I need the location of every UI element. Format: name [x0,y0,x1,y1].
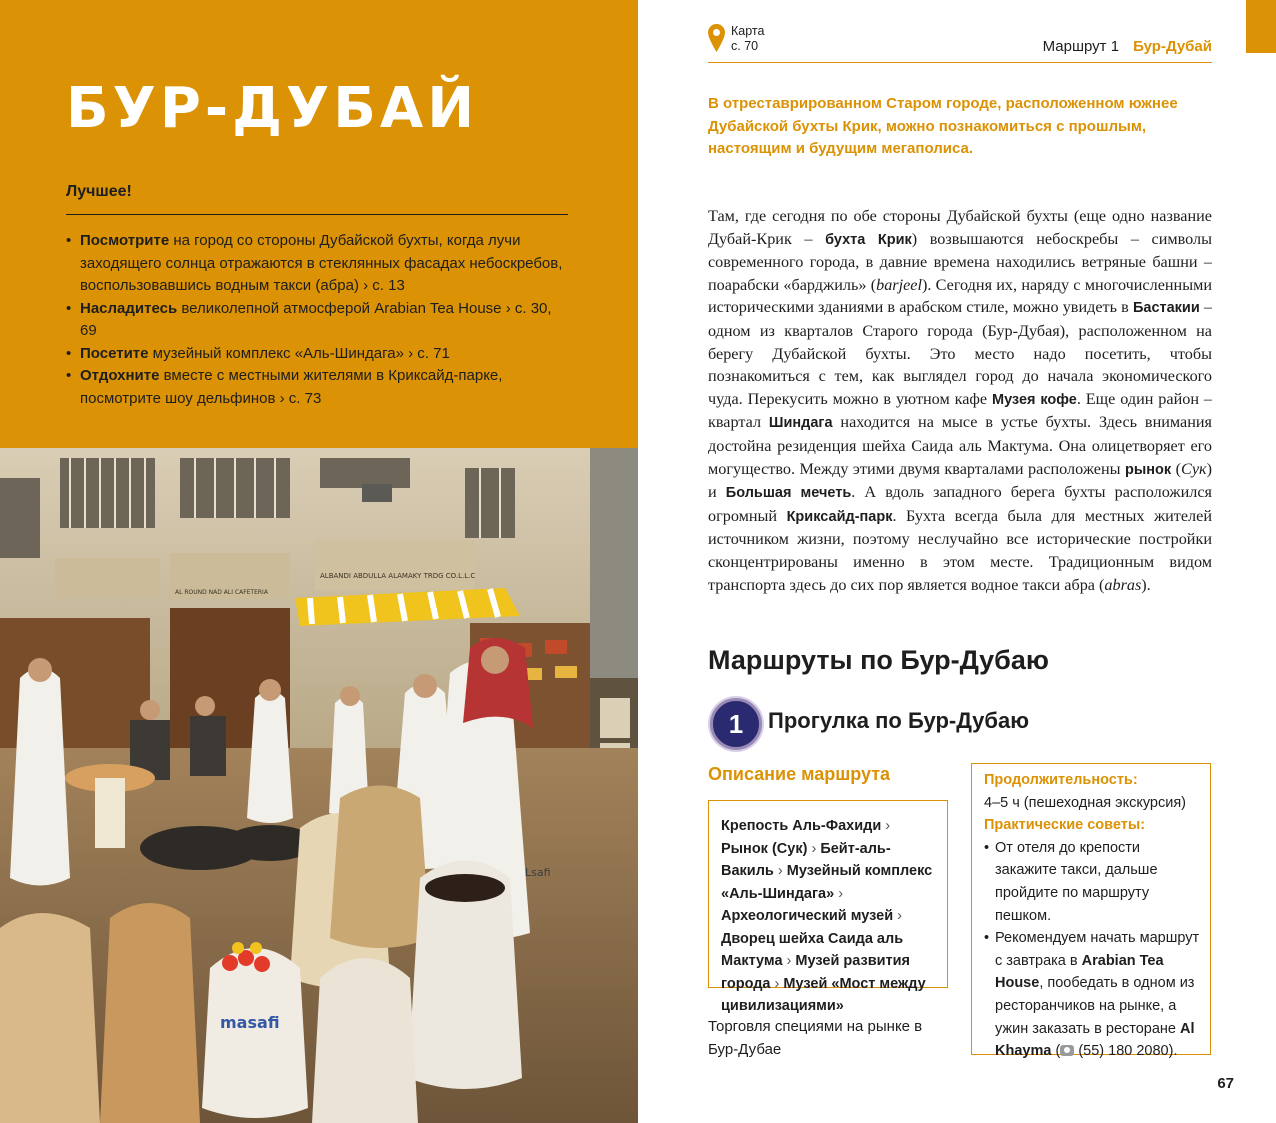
venue-name: Arabian Tea House [995,952,1164,992]
tip-item: • От отеля до крепости закажите такси, дальше пройдите по маршруту пешком. [984,837,1200,927]
route-description-heading: Описание маршрута [708,764,891,784]
tip-item: • Рекомендуем начать маршрут с завтрака в Arabian Tea House, пообедать в одном из ресторанчиков на рынке, а ужин заказать в ресторане Al Khayma ( (55) 180 2080). [984,927,1200,1063]
chapter-tab [1246,0,1276,53]
best-item [66,230,566,298]
keyword: Криксайд-парк [786,508,893,525]
route-separator: › [897,908,902,924]
photo-caption: Торговля специями на рынке в Бур-Дубае [708,1018,923,1058]
bag-label: masafi [220,1013,280,1032]
route-info-box [971,763,1211,1060]
body-paragraph: Там, где сегодня по обе стороны Дубайской бухты (еще одно название Дубай-Крик – бухта Крик) возвышаются небоскребы – символы современного города, в давние времена находились ветряные башни – поарабски «барджиль» (barjeel). Сегодня их, наряду с многочисленными историческими зданиями в арабском стиле, можно увидеть в Бастакии – одном из кварталов Старого города (Бур-Дубая), расположенном на берегу Дубайской бухты. Это место надо посетить, чтобы познакомиться с тем, как выглядел город до начала экономического чуда. Перекусить можно в уютном кафе Музея кофе. Еще один район – квартал Шиндага находится на мысе в устье бухты. Здесь внимания достойна резиденция шейха Саида аль Мактума. Она олицетворяет его могущество. Между этими двумя кварталами расположены рынок (Сук) и Большая мечеть. А вдоль западного берега бухты расположился огромный Криксайд-парк. Бухта всегда была для местных жителей источником жизни, поэтому неслучайно все исторические постройки сконцентрированы именно в этом месте. Традиционным видом транспорта здесь до сих пор является водное такси абра (abras). [708,207,1213,594]
route-separator: › [777,863,783,879]
route-separator: › [786,953,792,969]
best-item [66,365,566,410]
best-item-text: великолепной атмосферой Arabian Tea House › с. 30, 69 [80,299,552,339]
map-pin-icon [708,24,725,57]
best-item [66,343,566,366]
best-item-verb: Посмотрите [80,232,170,249]
best-item-text: вместе с местными жителями в Криксайд-парке, посмотрите шоу дельфинов › с. 73 [80,367,503,407]
route-stop: Дворец шейха Саида аль Мактума [721,930,904,969]
best-heading: Лучшее! [66,183,132,200]
route-separator: › [774,975,780,992]
running-head-route: Маршрут 1 [1042,38,1120,55]
route-separator: › [885,818,891,834]
phone-icon [1060,1045,1074,1056]
header-divider [708,62,1212,63]
phone-number: (55) 180 2080 [1078,1043,1169,1060]
best-list [66,230,566,410]
page-number: 67 [1217,1075,1234,1092]
keyword: Музея кофе [991,391,1077,408]
tips-label: Практические советы: [984,817,1146,834]
route-stops-box [708,800,948,1014]
chapter-header-panel [0,0,638,448]
best-item-verb: Насладитесь [80,299,178,317]
best-item-text: музейный комплекс «Аль-Шиндага» › с. 71 [148,344,450,362]
route-stop: Бейт-аль-Вакиль [721,840,891,879]
route-stop: Музейный комплекс «Аль-Шиндага» [721,863,933,902]
keyword: Большая мечеть [725,485,852,502]
market-photo [0,448,638,1123]
routes-heading: Маршруты по Бур-Дубаю [708,645,1049,675]
map-ref-page: с. 70 [731,39,759,53]
map-reference[interactable] [731,24,764,54]
keyword: бухта Крик [825,231,912,248]
tips-list [984,837,1200,1063]
lead-paragraph: В отреставрированном Старом городе, расположенном южнее Дубайской бухты Крик, можно познакомиться с прошлым, настоящим и будущим мегаполиса. [708,95,1178,157]
keyword: Бастакии [1132,300,1200,317]
route-stop: Музей развития города [721,953,911,992]
best-divider [66,214,568,215]
route-stop: Музей «Мост между цивилизациями» [721,975,926,1014]
bag-label-2: Lsafi [525,866,551,879]
best-item-verb: Отдохните [80,367,160,384]
keyword: рынок [1125,461,1172,478]
shop-sign-text-2: AL ROUND NAD ALI CAFETERIA [175,589,268,596]
best-item-verb: Посетите [80,344,149,362]
best-item-text: на город со стороны Дубайской бухты, когда лучи заходящего солнца отражаются в стеклянных фасадах небоскребов, воспользовавшись водным такси (абра) › с. 13 [80,232,563,294]
route-number: 1 [728,709,744,739]
keyword: Шиндага [768,415,833,432]
route-title: Прогулка по Бур-Дубаю [768,708,1029,733]
route-separator: › [838,885,844,902]
map-ref-label: Карта [731,24,765,38]
market-photo-illustration [0,448,638,1123]
route-stop: Крепость Аль-Фахиди [721,818,882,834]
shop-sign-text: ALBANDI ABDULLA ALAMAKY TRDG CO.L.L.C [320,572,476,580]
best-item [66,298,566,343]
venue-name: Al Khayma [995,1020,1195,1060]
route-stop: Рынок (Сук) [721,840,808,857]
running-head-place: Бур-Дубай [1133,38,1212,55]
route-stop: Археологический музей [721,908,894,924]
duration-label: Продолжительность: [984,772,1138,788]
chapter-title: БУР-ДУБАЙ [66,76,479,141]
running-head [950,38,1212,55]
route-number-badge [710,698,762,750]
route-separator: › [811,840,817,857]
duration-value: 4–5 ч (пешеходная экскурсия) [984,794,1187,811]
